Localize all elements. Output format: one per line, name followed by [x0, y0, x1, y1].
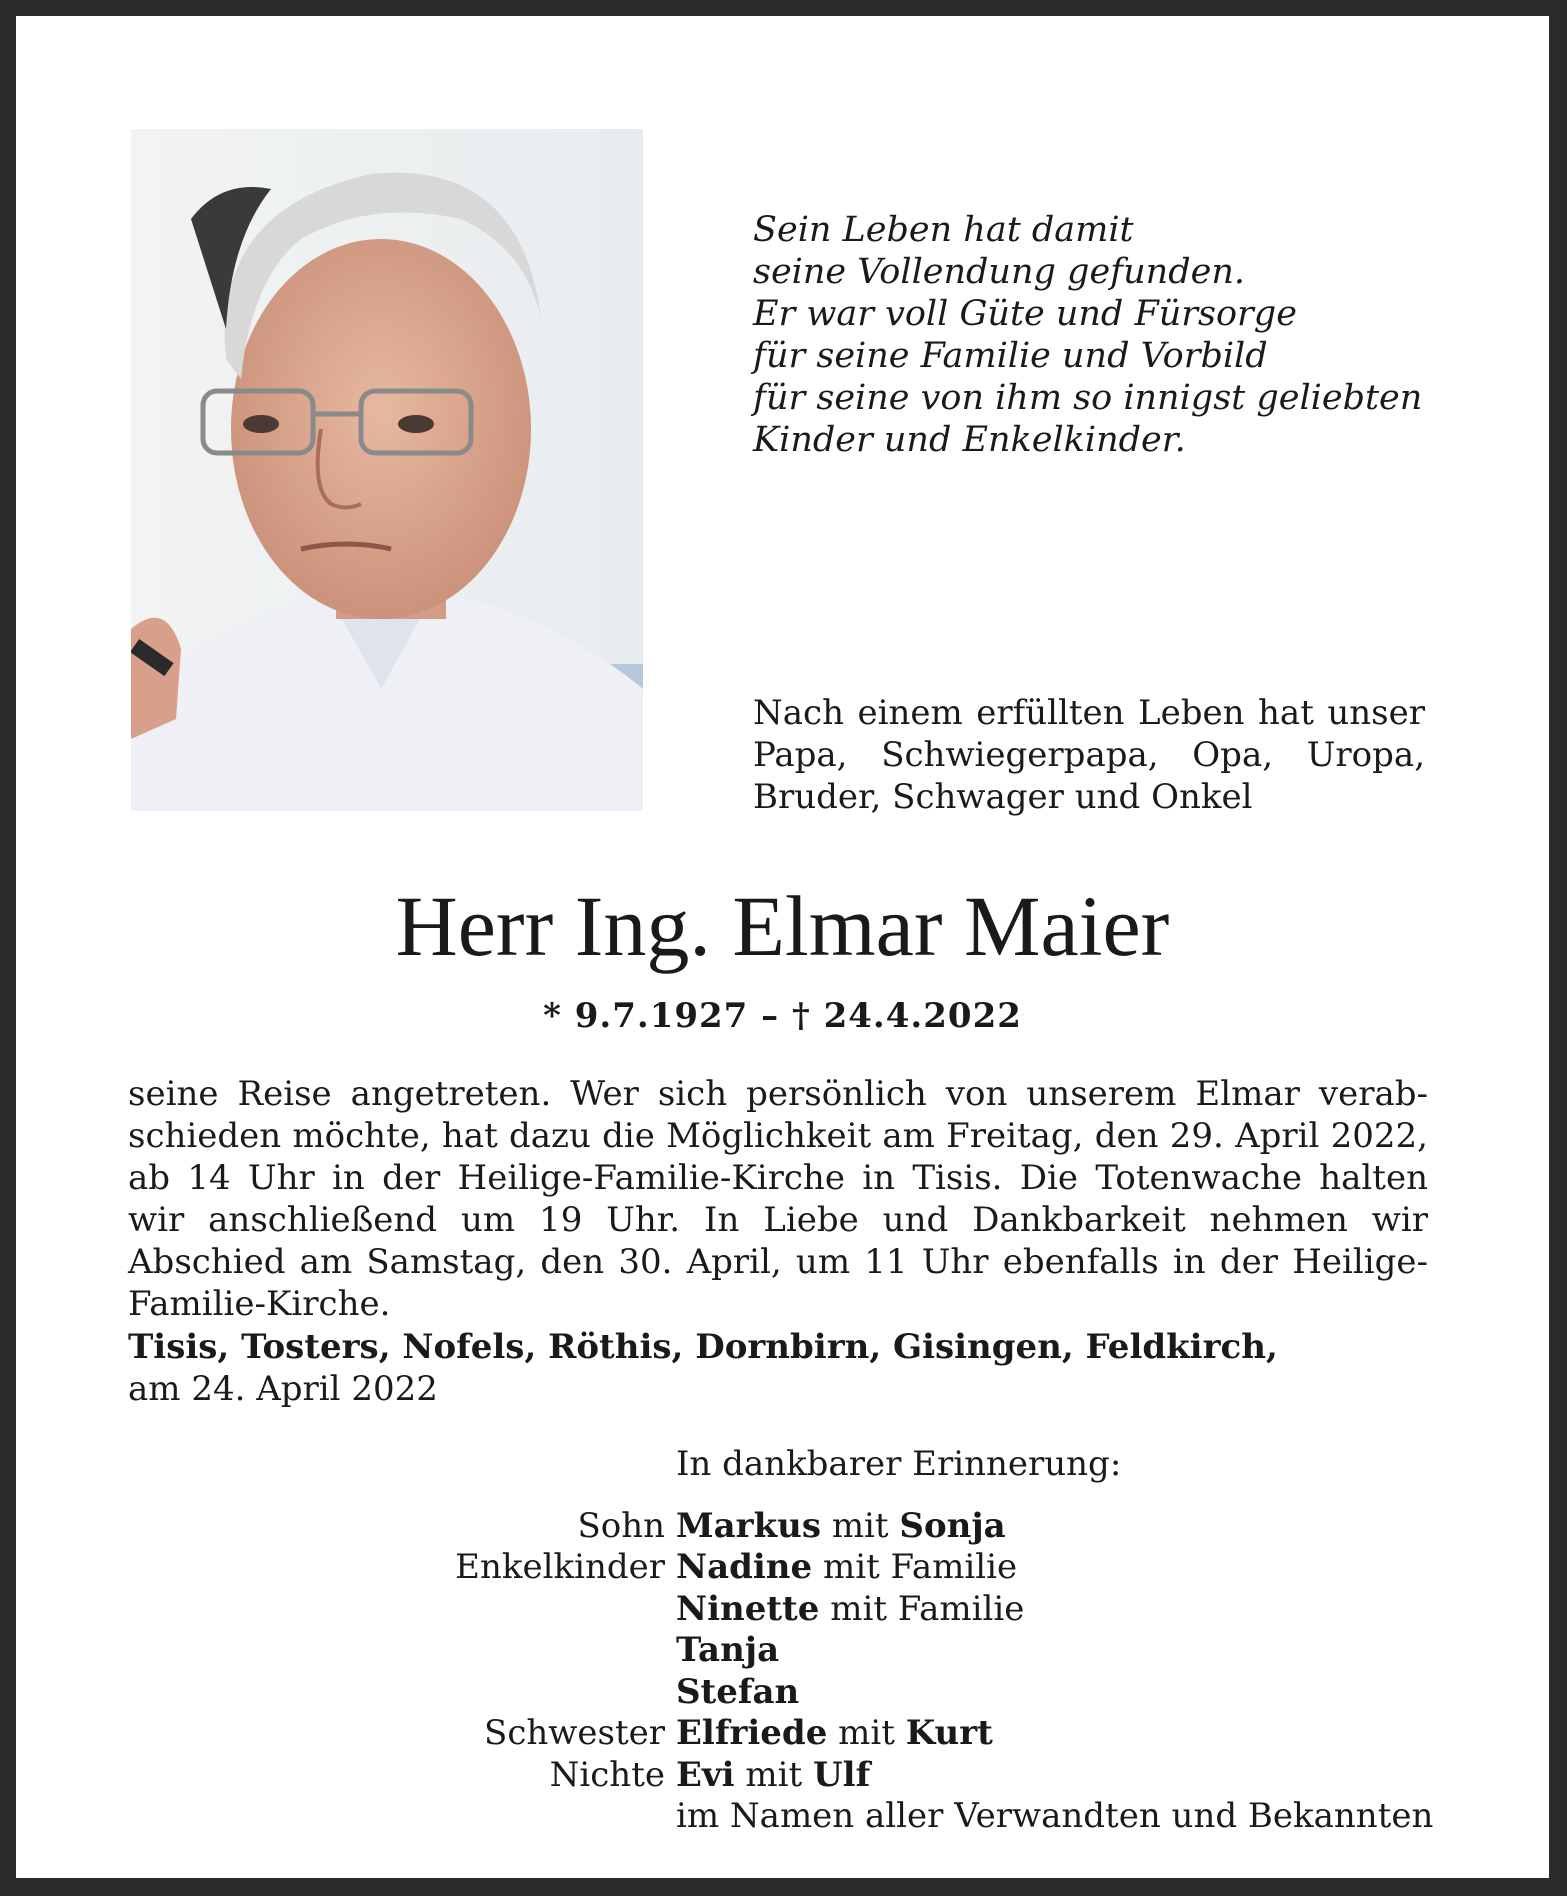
- portrait-illustration: [131, 129, 643, 811]
- family-row: [16, 1755, 1549, 1797]
- relation-label: [16, 1672, 676, 1714]
- quote-line: seine Vollendung gefunden.: [753, 252, 1245, 292]
- family-names: [676, 1547, 1549, 1589]
- announcement-date: am 24. April 2022: [128, 1369, 438, 1409]
- family-name: Ninette: [676, 1588, 820, 1629]
- intro-text: Nach einem erfüllten Leben hat unser Papa, Schwiegerpapa, Opa, Uropa, Bruder, Schwager und Onkel: [753, 693, 1425, 817]
- relation-label: [16, 1589, 676, 1631]
- quote-line: Er war voll Güte und Fürsorge: [753, 294, 1297, 334]
- family-name: Evi: [676, 1754, 735, 1795]
- suffix: mit Familie: [822, 1547, 1018, 1587]
- family-name: Kurt: [905, 1713, 993, 1753]
- relation-label: [16, 1796, 676, 1838]
- quote-line: für seine Familie und Vorbild: [753, 336, 1268, 376]
- connector: mit: [745, 1754, 803, 1795]
- family-row: [16, 1672, 1549, 1714]
- family-name: Sonja: [899, 1505, 1006, 1546]
- family-name: Nadine: [676, 1547, 813, 1587]
- quote-line: für seine von ihm so innigst geliebten: [753, 378, 1423, 418]
- family-name: Stefan: [676, 1671, 800, 1712]
- obituary-page: [16, 16, 1549, 1878]
- quote-line: Kinder und Enkelkinder.: [753, 420, 1186, 460]
- family-name: Tanja: [676, 1630, 780, 1670]
- family-row: [16, 1713, 1549, 1755]
- places-list: Tisis, Tosters, Nofels, Röthis, Dornbirn, Gisingen, Feldkirch,: [128, 1327, 1278, 1367]
- deceased-name: Herr Ing. Elmar Maier: [395, 878, 1170, 974]
- family-names: [676, 1630, 1549, 1672]
- memorial-quote: [753, 209, 1423, 461]
- family-names: [676, 1755, 1549, 1797]
- connector: mit: [831, 1505, 889, 1546]
- relation-label: Nichte: [549, 1754, 665, 1795]
- family-names: [676, 1506, 1549, 1548]
- places-block: [128, 1326, 1428, 1410]
- announcement-text: seine Reise angetreten. Wer sich persönlich von unserem Elmar verabschieden möchte, hat dazu die Möglichkeit am Freitag, den 29. April 2022, ab 14 Uhr in der Heilige-Familie-Kirche in Tisis. Die Totenwache halten wir anschließend um 19 Uhr. In Liebe und Dankbarkeit nehmen wir Abschied am Samstag, den 30. April, um 11 Uhr ebenfalls in der Heilige-Familie-Kirche.: [128, 1074, 1428, 1324]
- quote-line: Sein Leben hat damit: [753, 210, 1134, 250]
- family-row: [16, 1796, 1549, 1838]
- life-dates: * 9.7.1927 – † 24.4.2022: [543, 996, 1022, 1036]
- portrait-photo: [131, 129, 643, 811]
- family-names: [676, 1589, 1549, 1631]
- family-names: [676, 1713, 1549, 1755]
- family-list: [16, 1444, 1549, 1838]
- family-row: [16, 1506, 1549, 1548]
- family-name: Elfriede: [676, 1713, 828, 1753]
- family-row: [16, 1589, 1549, 1631]
- family-name: Markus: [676, 1505, 821, 1546]
- family-heading: In dankbarer Erinnerung:: [676, 1444, 1122, 1484]
- family-row: [16, 1547, 1549, 1589]
- family-closing: im Namen aller Verwandten und Bekannten: [676, 1796, 1434, 1836]
- family-names: [676, 1672, 1549, 1714]
- relation-label: Enkelkinder: [455, 1547, 665, 1587]
- family-row: [16, 1630, 1549, 1672]
- family-name: Ulf: [813, 1754, 871, 1795]
- suffix: mit Familie: [830, 1588, 1025, 1629]
- connector: mit: [838, 1713, 895, 1753]
- relation-label: Schwester: [484, 1713, 665, 1753]
- relation-label: Sohn: [577, 1505, 665, 1546]
- relation-label: [16, 1630, 676, 1672]
